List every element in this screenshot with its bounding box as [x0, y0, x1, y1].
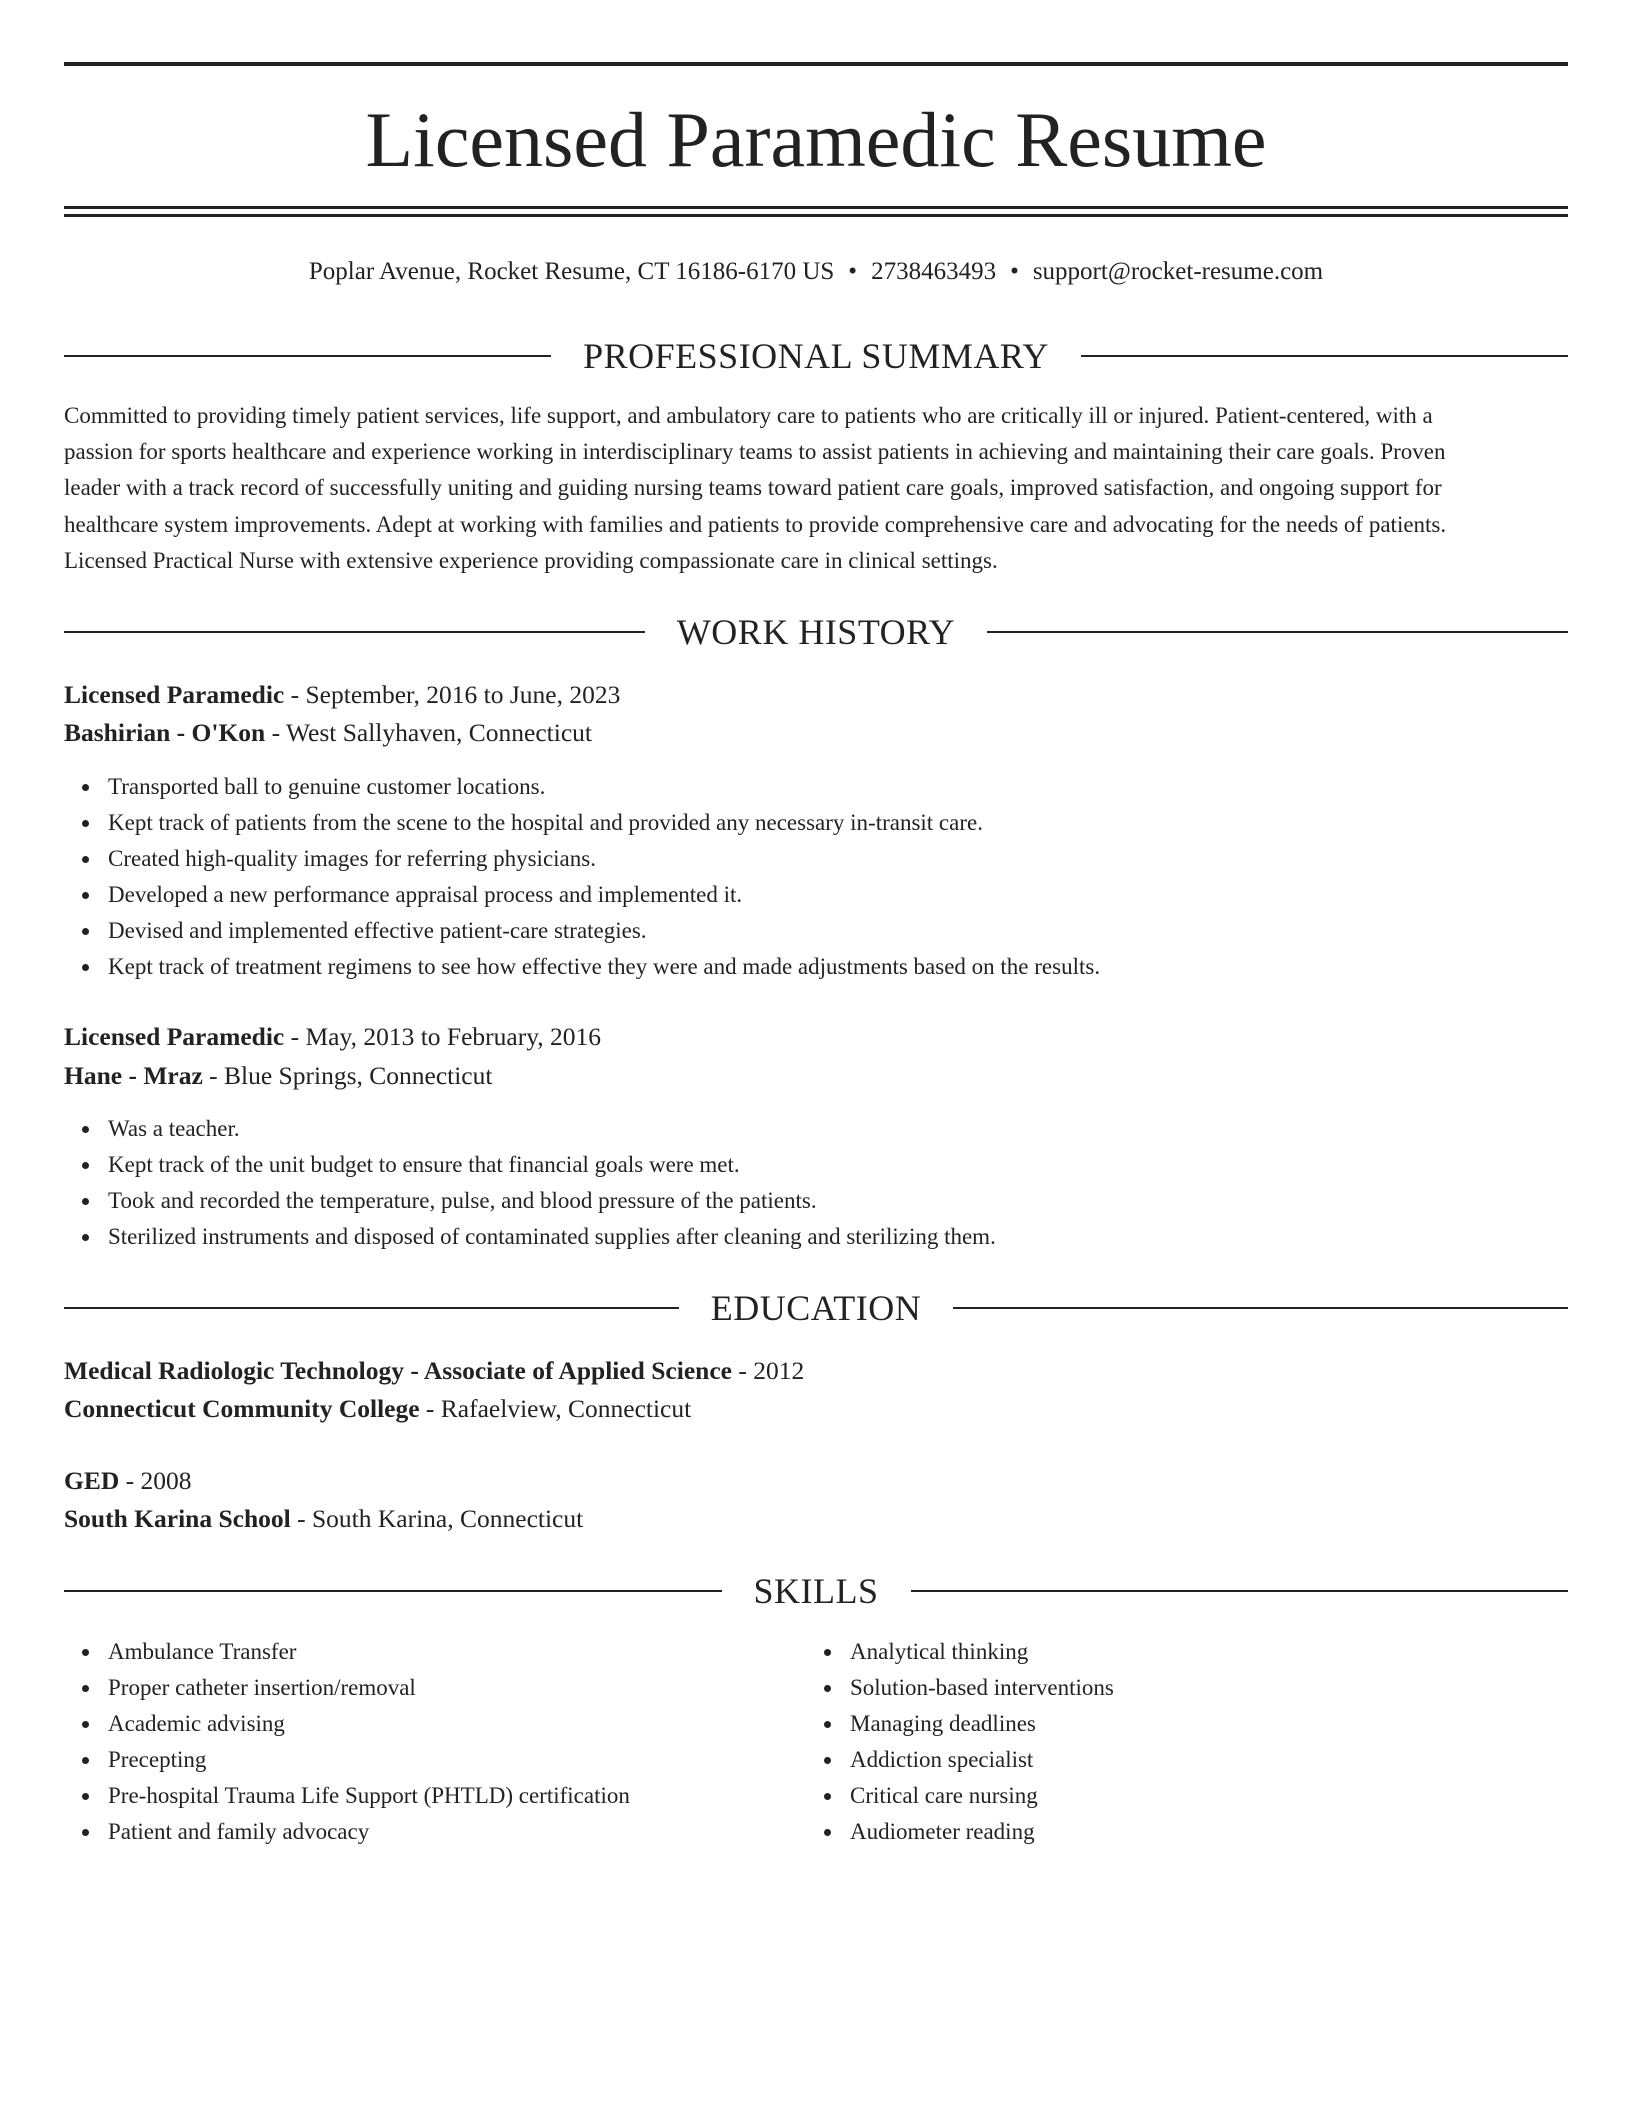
section-rule	[64, 1307, 679, 1309]
employer-line	[64, 1057, 1568, 1095]
summary-paragraph	[64, 398, 1568, 579]
job-title: Licensed Paramedic	[64, 680, 285, 709]
section-title: SKILLS	[753, 1571, 879, 1611]
header-bottom-rule-2	[64, 214, 1568, 217]
skill-item: Ambulance Transfer	[108, 1634, 808, 1670]
skill-item: Addiction specialist	[850, 1742, 1550, 1778]
list-item: Was a teacher.	[108, 1111, 1612, 1147]
section-rule	[953, 1307, 1568, 1309]
summary-line: passion for sports healthcare and experience working in interdisciplinary teams to assist patients in achieving and maintaining their care goals. Proven	[64, 439, 1446, 465]
list-item: Kept track of the unit budget to ensure that financial goals were met.	[108, 1147, 1612, 1183]
contact-separator: •	[1010, 258, 1019, 285]
school-line	[64, 1390, 1568, 1428]
degree-line	[64, 1462, 1568, 1500]
list-item: Transported ball to genuine customer locations.	[108, 769, 1612, 805]
employer-location: - Blue Springs, Connecticut	[202, 1061, 493, 1090]
job-dates: - May, 2013 to February, 2016	[284, 1022, 602, 1051]
job-title: Licensed Paramedic	[64, 1022, 285, 1051]
job-dates: - September, 2016 to June, 2023	[284, 680, 621, 709]
section-title: WORK HISTORY	[676, 612, 956, 652]
skill-item: Audiometer reading	[850, 1814, 1550, 1850]
section-rule	[64, 1590, 722, 1592]
section-heading-skills	[64, 1569, 1568, 1613]
skills-list-left	[64, 1634, 808, 1850]
degree-name: GED	[64, 1466, 120, 1495]
section-rule	[64, 355, 551, 357]
employer-name: Bashirian - O'Kon	[64, 718, 266, 747]
section-title: EDUCATION	[710, 1288, 922, 1328]
summary-line: Licensed Practical Nurse with extensive experience providing compassionate care in clinical settings.	[64, 547, 998, 573]
school-location: - South Karina, Connecticut	[290, 1504, 584, 1533]
degree-line	[64, 1352, 1568, 1390]
school-location: - Rafaelview, Connecticut	[419, 1394, 692, 1423]
skills-list-right	[806, 1634, 1550, 1850]
list-item: Took and recorded the temperature, pulse, and blood pressure of the patients.	[108, 1183, 1612, 1219]
section-heading-education	[64, 1286, 1568, 1330]
section-heading-work	[64, 610, 1568, 654]
section-rule	[911, 1590, 1569, 1592]
list-item: Created high-quality images for referring physicians.	[108, 841, 1612, 877]
resume-title: Licensed Paramedic Resume	[365, 96, 1267, 183]
skill-item: Precepting	[108, 1742, 808, 1778]
header-bottom-rule-1	[64, 206, 1568, 209]
summary-line: leader with a track record of successfully uniting and guiding nursing teams toward patient care goals, improved satisfaction, and ongoing support for	[64, 475, 1442, 501]
skill-item: Patient and family advocacy	[108, 1814, 808, 1850]
contact-separator: •	[848, 258, 858, 285]
employer-line	[64, 714, 1568, 752]
contact-email: support@rocket-resume.com	[1032, 258, 1324, 285]
employer-location: - West Sallyhaven, Connecticut	[265, 718, 592, 747]
job-duties-list	[64, 769, 1612, 985]
contact-phone: 2738463493	[871, 258, 997, 285]
skill-item: Solution-based interventions	[850, 1670, 1550, 1706]
header-top-rule	[64, 62, 1568, 66]
skill-item: Critical care nursing	[850, 1778, 1550, 1814]
school-line	[64, 1500, 1568, 1538]
skill-item: Academic advising	[108, 1706, 808, 1742]
job-duties-list	[64, 1111, 1612, 1255]
section-title: PROFESSIONAL SUMMARY	[583, 336, 1049, 376]
degree-year: - 2008	[119, 1466, 192, 1495]
skill-item: Managing deadlines	[850, 1706, 1550, 1742]
job-title-line	[64, 676, 1568, 714]
section-rule	[64, 631, 645, 633]
contact-line	[64, 254, 1568, 290]
section-rule	[987, 631, 1568, 633]
skill-item: Analytical thinking	[850, 1634, 1550, 1670]
skill-item: Proper catheter insertion/removal	[108, 1670, 808, 1706]
job-title-line	[64, 1018, 1568, 1056]
degree-year: - 2012	[731, 1356, 805, 1385]
degree-name: Medical Radiologic Technology - Associate of Applied Science	[64, 1356, 732, 1385]
section-heading-summary	[64, 334, 1568, 378]
school-name: Connecticut Community College	[64, 1394, 420, 1423]
list-item: Developed a new performance appraisal process and implemented it.	[108, 877, 1612, 913]
summary-line: Committed to providing timely patient services, life support, and ambulatory care to patients who are critically ill or injured. Patient-centered, with a	[64, 403, 1433, 428]
list-item: Kept track of patients from the scene to the hospital and provided any necessary in-transit care.	[108, 805, 1612, 841]
school-name: South Karina School	[64, 1504, 291, 1533]
contact-address: Poplar Avenue, Rocket Resume, CT 16186-6170 US	[308, 258, 835, 285]
list-item: Kept track of treatment regimens to see how effective they were and made adjustments based on the results.	[108, 949, 1612, 985]
skill-item: Pre-hospital Trauma Life Support (PHTLD) certification	[108, 1778, 808, 1814]
summary-line: healthcare system improvements. Adept at working with families and patients to provide comprehensive care and advocating for the needs of patients.	[64, 511, 1447, 537]
section-rule	[1081, 355, 1568, 357]
employer-name: Hane - Mraz	[64, 1061, 203, 1090]
list-item: Sterilized instruments and disposed of contaminated supplies after cleaning and sterilizing them.	[108, 1219, 1612, 1255]
list-item: Devised and implemented effective patient-care strategies.	[108, 913, 1612, 949]
